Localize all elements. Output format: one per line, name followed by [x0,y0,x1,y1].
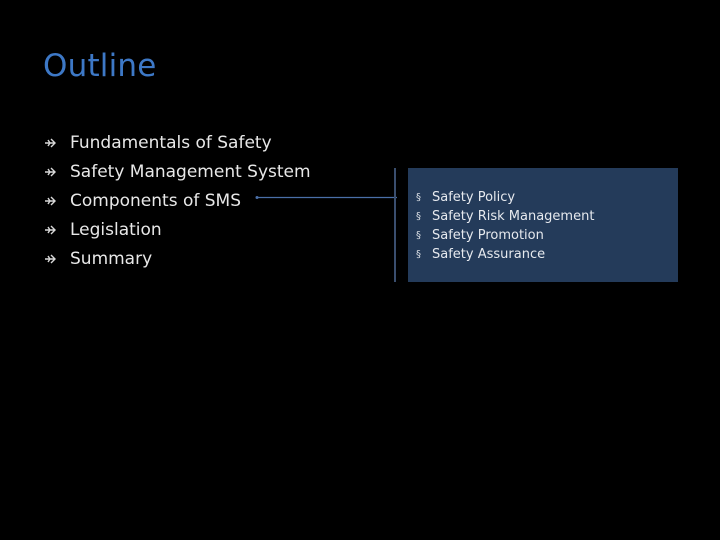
section-sign-icon: § [416,211,421,222]
outline-item-label: Fundamentals of Safety [70,132,272,153]
detail-item-promotion [416,226,678,245]
outline-item-label: Legislation [70,219,162,240]
detail-box [408,168,678,282]
detail-item-label: Safety Promotion [432,228,544,243]
outline-item-legislation [44,215,311,244]
outline-item-summary [44,244,311,273]
airplane-icon [44,253,70,265]
detail-item-label: Safety Assurance [432,247,546,262]
section-sign-icon: § [416,230,421,241]
outline-item-label: Safety Management System [70,161,311,182]
outline-list [44,128,311,273]
airplane-icon [44,137,70,149]
outline-item-fundamentals [44,128,311,157]
outline-item-label: Summary [70,248,153,269]
detail-item-risk [416,207,678,226]
outline-item-components [44,186,311,215]
outline-item-label: Components of SMS [70,190,241,211]
detail-item-assurance [416,245,678,264]
detail-list [416,188,678,264]
outline-item-sms [44,157,311,186]
airplane-icon [44,166,70,178]
detail-bracket [394,168,396,282]
section-sign-icon: § [416,249,421,260]
section-sign-icon: § [416,192,421,203]
detail-item-policy [416,188,678,207]
connector-arrow [255,196,397,199]
detail-item-label: Safety Risk Management [432,209,595,224]
detail-item-label: Safety Policy [432,190,516,205]
airplane-icon [44,195,70,207]
slide-title: Outline [43,48,157,84]
airplane-icon [44,224,70,236]
